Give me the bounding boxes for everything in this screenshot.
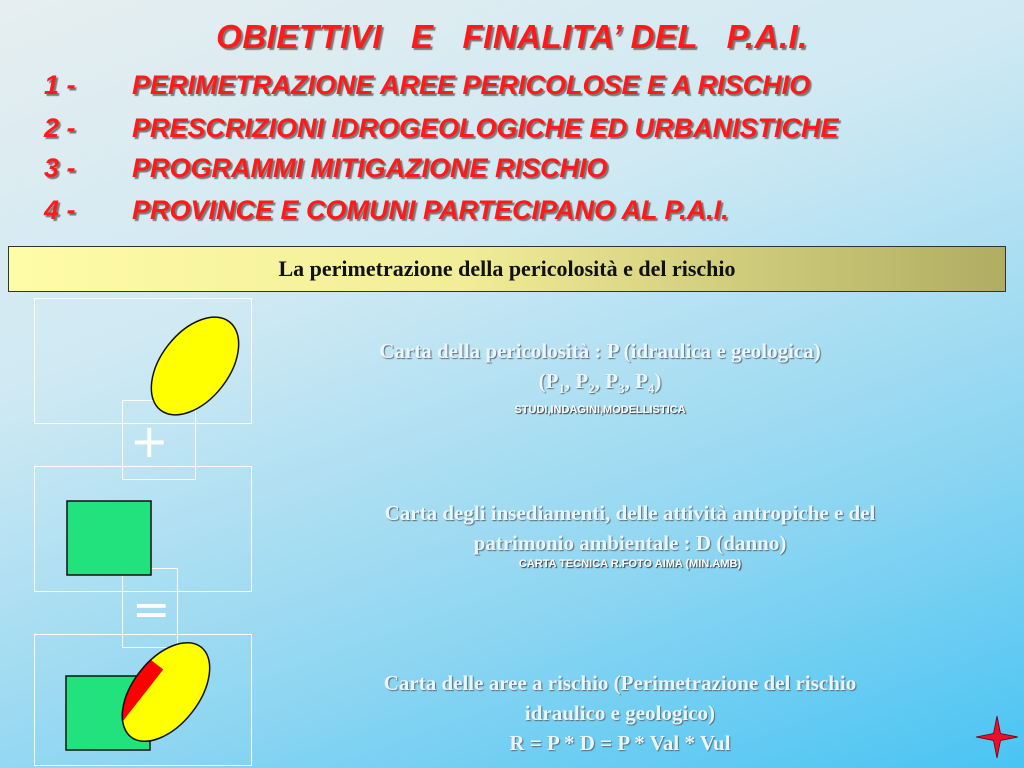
hazard-note: STUDI,INDAGINI,MODELLISTICA [514,404,686,417]
objective-number: 1 - [44,70,76,100]
star-icon [976,716,1018,758]
hazard-formula: ($P_1$, $P_2$, $P_3$, $P_4$) [538,369,662,397]
section-banner: La perimetrazione della pericolosità e del rischio [8,246,1006,292]
hazard-title: Carta della pericolosità : P (idraulica e geologica) [379,339,821,363]
objective-number: 4 - [44,195,76,225]
objective-text: PROVINCE E COMUNI PARTECIPANO AL P.A.I. [132,195,729,225]
damage-note: CARTA TECNICA R.FOTO AIMA (MIN.AMB) [518,558,742,570]
risk-formula: R = P * D = P * Val * Vul [509,731,731,755]
equals-sign: = [132,582,171,636]
objective-number: 2 - [44,113,76,143]
plus-sign: + [130,414,169,468]
risk-title-line2: idraulico e geologico) [524,701,716,725]
hazard-ellipse-shape [140,318,250,418]
objective-text: PROGRAMMI MITIGAZIONE RISCHIO [132,153,608,183]
damage-title-line1: Carta degli insediamenti, delle attività antropiche e del [384,501,876,525]
objective-text: PERIMETRAZIONE AREE PERICOLOSE E A RISCHIO [132,70,811,100]
page-title: OBIETTIVI E FINALITA’ DEL P.A.I. [216,18,808,55]
hazard-description [290,336,910,417]
objective-number: 3 - [44,153,76,183]
objective-text: PRESCRIZIONI IDROGEOLOGICHE ED URBANISTICHE [132,113,839,143]
risk-overlay-shape [60,642,230,762]
damage-square-shape [66,500,156,580]
risk-title-line1: Carta delle aree a rischio (Perimetrazione del rischio [383,671,857,695]
damage-description [280,498,980,571]
risk-description [290,668,950,758]
damage-title-line2: patrimonio ambientale : D (danno) [473,531,787,555]
